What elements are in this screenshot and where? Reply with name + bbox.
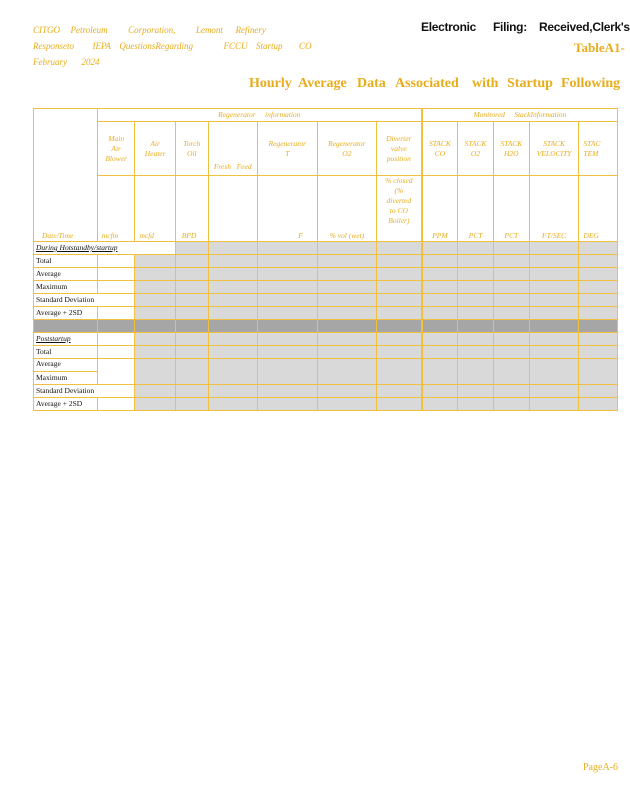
- unit-label: PCT: [468, 231, 483, 240]
- col-stack-o2: [458, 122, 494, 176]
- row-label: Maximum: [34, 281, 98, 294]
- table-row: [34, 281, 618, 294]
- company-word: Corporation,: [128, 25, 176, 35]
- response-word: QuestionsRegarding: [119, 41, 194, 51]
- col-torch-oil: [175, 122, 208, 176]
- col-word: STAC: [583, 138, 601, 148]
- title-word: Average: [298, 76, 347, 91]
- unit-cell: [579, 176, 618, 242]
- col-word: Regenerator: [328, 138, 366, 148]
- group-word: Monitored: [473, 110, 505, 119]
- row-label: Standard Deviation: [34, 294, 135, 307]
- company-word: Refinery: [235, 25, 266, 35]
- title-word: Following: [561, 76, 621, 91]
- response-word: CO: [299, 41, 312, 51]
- unit-label: % vol (wet): [329, 231, 365, 240]
- unit-cell: [458, 176, 494, 242]
- company-word: CITGO: [33, 25, 61, 35]
- row-label: Average: [34, 268, 98, 281]
- title-word: Startup: [507, 76, 553, 91]
- col-word: Fresh: [213, 162, 232, 171]
- response-word: FCCU: [223, 41, 248, 51]
- unit-label: diverted: [386, 196, 412, 205]
- datetime-label: Date/Time: [42, 231, 74, 240]
- unit-label: to CO: [389, 206, 408, 215]
- page-number: PageA-6: [583, 762, 618, 773]
- unit-label: PPM: [432, 231, 448, 240]
- col-word: CO: [434, 148, 446, 158]
- col-word: valve: [390, 143, 407, 153]
- table-row: [34, 307, 618, 320]
- section-title-text: Poststartup: [36, 334, 71, 343]
- unit-cell: [493, 176, 529, 242]
- col-word: VELOCITY: [536, 148, 572, 158]
- col-stack-co: [422, 122, 458, 176]
- table-row: [34, 359, 618, 372]
- col-word: T: [285, 148, 290, 158]
- row-label: Average + 2SD: [34, 398, 98, 411]
- unit-label: FT/SEC: [541, 231, 567, 240]
- col-regenerator-o2: [317, 122, 376, 176]
- response-word: IEPA: [92, 41, 111, 51]
- date-word: 2024: [81, 57, 100, 67]
- col-word: Feed: [236, 162, 252, 171]
- data-table: [33, 108, 618, 411]
- col-air-heater: [135, 122, 175, 176]
- company-word: Lemont: [195, 25, 223, 35]
- col-regenerator-t: [257, 122, 317, 176]
- col-word: STACK: [428, 138, 451, 148]
- unit-label: mcfd: [139, 231, 155, 240]
- row-label: Average + 2SD: [34, 307, 98, 320]
- row-label: Total: [34, 346, 98, 359]
- unit-label: PCT: [504, 231, 519, 240]
- unit-cell: [529, 176, 579, 242]
- section-row: [34, 242, 618, 255]
- regen-group-header: [97, 109, 421, 122]
- col-stack-temp: [579, 122, 618, 176]
- table-id: TableA1-: [574, 40, 625, 55]
- col-word: O2: [470, 148, 481, 158]
- col-stack-velocity: [529, 122, 579, 176]
- group-word: information: [265, 110, 301, 119]
- company-word: Petroleum: [70, 25, 108, 35]
- table-row: [34, 255, 618, 268]
- date-word: February: [33, 57, 67, 67]
- col-word: Air: [111, 143, 121, 153]
- title-word: Data: [357, 76, 386, 91]
- unit-label: BPD: [181, 231, 197, 240]
- section-title: [34, 242, 176, 255]
- unit-cell: [422, 176, 458, 242]
- title-word: with: [472, 76, 499, 91]
- table-row: [34, 268, 618, 281]
- stack-group-header: [422, 109, 618, 122]
- row-label: Average: [34, 359, 98, 372]
- col-word: H2O: [504, 148, 519, 158]
- title-word: Hourly: [249, 76, 292, 91]
- col-diverter-valve: [376, 122, 421, 176]
- row-label: Total: [34, 255, 98, 268]
- table-row: [34, 398, 618, 411]
- unit-label: DEG: [583, 231, 599, 240]
- col-word: Torch: [183, 138, 201, 148]
- efiling-word: Filing:: [493, 20, 527, 34]
- unit-label: Boiler): [388, 216, 410, 225]
- title-word: Associated: [395, 76, 459, 91]
- company-line: [33, 22, 312, 38]
- col-word: Diverter: [386, 133, 412, 143]
- response-line: [33, 38, 312, 54]
- unit-cell: [257, 176, 317, 242]
- efiling-word: Received,Clerk's: [539, 20, 630, 34]
- unit-cell: [135, 176, 175, 242]
- row-label: Maximum: [34, 372, 98, 385]
- header-info: [33, 22, 312, 70]
- table-row: [34, 385, 618, 398]
- efiling-word: Electronic: [421, 20, 477, 34]
- unit-cell: [208, 176, 257, 242]
- col-main-air-blower: [97, 122, 135, 176]
- col-word: Regenerator: [268, 138, 307, 148]
- col-word: O2: [342, 148, 352, 158]
- col-word: STACK: [464, 138, 487, 148]
- section-title: [34, 333, 98, 346]
- unit-label: % closed: [385, 176, 413, 185]
- row-label: Standard Deviation: [34, 385, 135, 398]
- col-word: Blower: [105, 153, 127, 163]
- datetime-header: [34, 109, 98, 242]
- group-word: Regenerator: [218, 110, 256, 119]
- separator-row: [34, 320, 618, 333]
- unit-cell: [97, 176, 135, 242]
- unit-label: mcfm: [101, 231, 119, 240]
- col-word: Main: [108, 133, 125, 143]
- section-title-text: During Hotstandby/startup: [36, 243, 118, 252]
- group-word: StackInformation: [514, 110, 567, 119]
- col-word: Air: [150, 138, 160, 148]
- response-word: Startup: [256, 41, 283, 51]
- col-word: Oil: [186, 148, 197, 158]
- table-row: [34, 294, 618, 307]
- unit-label: F: [298, 231, 303, 240]
- col-fresh-feed: [208, 122, 257, 176]
- col-word: Heater: [144, 148, 166, 158]
- response-word: Responseto: [33, 41, 74, 51]
- col-word: position: [386, 153, 411, 163]
- unit-cell: [317, 176, 376, 242]
- unit-label: (%: [394, 186, 404, 195]
- date-line: [33, 54, 312, 70]
- table-row: [34, 346, 618, 359]
- unit-cell: [175, 176, 208, 242]
- col-word: STACK: [500, 138, 523, 148]
- section-row: [34, 333, 618, 346]
- col-stack-h2o: [493, 122, 529, 176]
- col-word: STACK: [543, 138, 566, 148]
- unit-cell: [376, 176, 421, 242]
- col-word: TEM: [583, 148, 599, 158]
